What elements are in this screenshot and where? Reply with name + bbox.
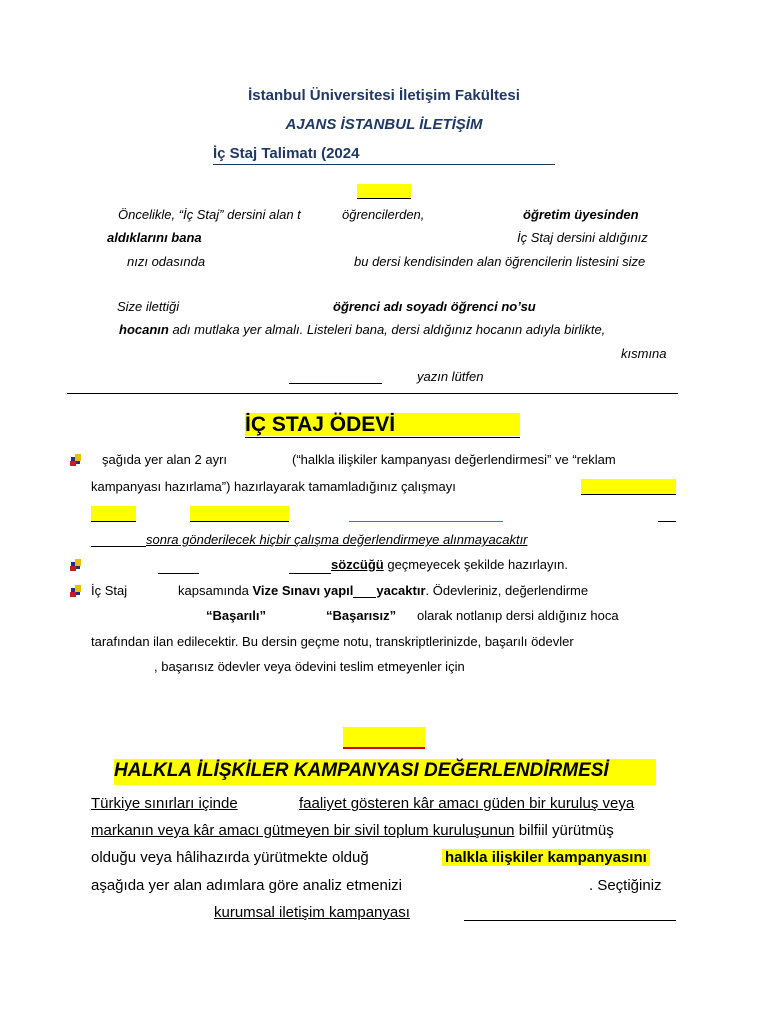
blank-line <box>289 573 331 574</box>
intro-line1b: öğrencilerden, <box>342 207 425 222</box>
intro-line5b: adı mutlaka yer almalı. Listeleri bana, dersi aldığınız hocanın adıyla birlikte, <box>168 322 606 337</box>
bullet-icon <box>70 454 82 466</box>
mark-underline <box>357 198 411 199</box>
b1-line1a: şağıda yer alan 2 ayrı <box>102 452 228 467</box>
intro-line3a: nızı odasında <box>127 254 206 269</box>
s2-line1b: faaliyet gösteren kâr amacı güden bir kuruluş veya <box>299 795 635 812</box>
blank-line <box>464 920 676 921</box>
blank-line <box>158 573 199 574</box>
s2-line1a: Türkiye sınırları içinde <box>91 795 238 812</box>
b3-line2a: “Başarılı” <box>206 608 266 623</box>
highlight-mark <box>190 506 289 521</box>
section1-heading: İÇ STAJ ÖDEVİ <box>245 413 396 436</box>
s2-line2b: bilfiil yürütmüş <box>514 822 614 839</box>
divider <box>67 393 678 394</box>
highlight-mark <box>91 506 136 521</box>
b3-line3: tarafından ilan edilecektir. Bu dersin geçme notu, transkriptlerinizde, başarılı ödevler <box>91 634 574 649</box>
highlight-mark <box>581 479 676 494</box>
title-underline <box>213 164 555 165</box>
document-title: İç Staj Talimatı (2024 <box>213 145 360 162</box>
intro-line7: yazın lütfen <box>417 369 484 384</box>
b3-line2b: “Başarısız” <box>326 608 397 623</box>
b3-line1a: İç Staj <box>91 583 128 598</box>
b1-line4: sonra gönderilecek hiçbir çalışma değerlendirmeye alınmayacaktır <box>146 532 528 547</box>
intro-line5a: hocanın <box>119 322 169 337</box>
highlight-mark <box>343 727 425 747</box>
b1-line2: kampanyası hazırlama”) hazırlayarak tamamladığınız çalışmayı <box>91 479 456 494</box>
b1-line1b: (“halkla ilişkiler kampanyası değerlendirmesi” ve “reklam <box>292 452 616 467</box>
b3-line2c: olarak notlanıp dersi aldığınız hoca <box>417 608 619 623</box>
heading-underline <box>245 437 520 438</box>
intro-line3b: bu dersi kendisinden alan öğrencilerin listesini size <box>354 254 646 269</box>
b2-keyword: sözcüğü <box>331 557 384 572</box>
blank-line <box>658 521 676 522</box>
b2-text: geçmeyecek şekilde hazırlayın. <box>383 557 568 572</box>
section2-heading: HALKLA İLİŞKİLER KAMPANYASI DEĞERLENDİRMESİ <box>114 760 609 781</box>
s2-line3b: halkla ilişkiler kampanyasını <box>442 849 650 866</box>
b3-line1c: Vize Sınavı yapıl <box>252 583 354 598</box>
bullet-icon <box>70 559 82 571</box>
intro-line4a: Size ilettiği <box>117 299 180 314</box>
blank-line <box>289 383 382 384</box>
highlight-mark <box>357 184 411 198</box>
bullet-icon <box>70 585 82 597</box>
intro-line4b: öğrenci adı soyadı öğrenci no’su <box>333 299 536 314</box>
intro-line2a: aldıklarını bana <box>107 230 202 245</box>
b3-line1e: . Ödevleriniz, değerlendirme <box>425 583 589 598</box>
intro-line2b: İç Staj dersini aldığınız <box>517 230 648 245</box>
link-line[interactable] <box>349 521 503 522</box>
b3-line4: , başarısız ödevler veya ödevini teslim etmeyenler için <box>154 659 465 674</box>
blank-line <box>91 521 136 522</box>
intro-line1a: Öncelikle, “İç Staj” dersini alan t <box>118 207 301 222</box>
b3-line1d: yacaktır <box>376 583 426 598</box>
blank-line <box>190 521 289 522</box>
s2-line4a: aşağıda yer alan adımlara göre analiz etmenizi <box>91 877 403 894</box>
s2-line5: kurumsal iletişim kampanyası <box>214 904 410 921</box>
s2-line3a: olduğu veya hâlihazırda yürütmekte olduğ <box>91 849 369 866</box>
blank-line <box>581 494 676 495</box>
intro-line1c: öğretim üyesinden <box>523 207 639 222</box>
b3-line1b: kapsamında <box>178 583 253 598</box>
university-title: İstanbul Üniversitesi İletişim Fakültesi <box>248 87 520 104</box>
intro-line6: kısmına <box>621 346 667 361</box>
red-underline <box>343 747 425 749</box>
agency-title: AJANS İSTANBUL İLETİŞİM <box>285 116 483 133</box>
s2-line2a: markanın veya kâr amacı gütmeyen bir sivil toplum kuruluşunun <box>91 822 515 839</box>
s2-line4b: . Seçtiğiniz <box>589 877 662 894</box>
